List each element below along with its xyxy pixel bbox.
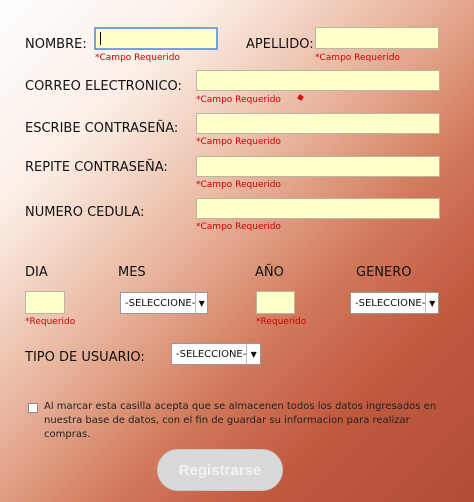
dia-error: *Requerido: [25, 317, 76, 327]
cedula-input[interactable]: [196, 198, 440, 219]
apellido-input[interactable]: [315, 27, 439, 49]
repite-label: REPITE CONTRASEÑA:: [25, 160, 168, 175]
red-mark: [297, 94, 304, 101]
cedula-error: *Campo Requerido: [196, 222, 281, 232]
anio-error: *Requerido: [256, 317, 307, 327]
mes-select[interactable]: [120, 292, 208, 314]
genero-select[interactable]: [350, 292, 439, 314]
apellido-label: APELLIDO:: [246, 37, 314, 52]
contrasena-label: ESCRIBE CONTRASEÑA:: [25, 121, 179, 136]
repite-error: *Campo Requerido: [196, 180, 281, 190]
genero-label: GENERO: [356, 265, 412, 280]
anio-input[interactable]: [256, 291, 295, 314]
apellido-error: *Campo Requerido: [315, 53, 400, 63]
anio-label: AÑO: [255, 265, 284, 280]
cedula-label: NUMERO CEDULA:: [25, 205, 145, 220]
chevron-down-icon: ▼: [195, 293, 207, 313]
tipo-usuario-select[interactable]: [171, 343, 261, 365]
dia-label: DIA: [25, 265, 48, 280]
text-caret: [100, 32, 101, 45]
terms-checkbox[interactable]: [28, 403, 38, 413]
correo-error: *Campo Requerido: [196, 95, 281, 105]
terms-text: Al marcar esta casilla acepta que se almacenen todos los datos ingresados en nuestra base de datos, con el fin de guardar su informacion para realizar compras.: [44, 401, 437, 440]
correo-input[interactable]: [196, 70, 440, 91]
repite-input[interactable]: [196, 156, 440, 177]
contrasena-error: *Campo Requerido: [196, 137, 281, 147]
mes-selected: -SELECCIONE-: [125, 297, 196, 309]
tipo-usuario-label: TIPO DE USUARIO:: [25, 350, 145, 365]
chevron-down-icon: ▼: [246, 344, 260, 364]
nombre-error: *Campo Requerido: [95, 53, 180, 63]
tipo-usuario-selected: -SELECCIONE-: [176, 348, 247, 360]
genero-selected: -SELECCIONE-: [355, 297, 426, 309]
dia-input[interactable]: [25, 291, 65, 314]
mes-label: MES: [118, 265, 146, 280]
chevron-down-icon: ▼: [425, 293, 438, 313]
nombre-input[interactable]: [94, 27, 218, 50]
nombre-label: NOMBRE:: [25, 37, 87, 52]
correo-label: CORREO ELECTRONICO:: [25, 79, 182, 94]
contrasena-input[interactable]: [196, 113, 440, 134]
register-button[interactable]: Registrarse: [157, 449, 283, 491]
